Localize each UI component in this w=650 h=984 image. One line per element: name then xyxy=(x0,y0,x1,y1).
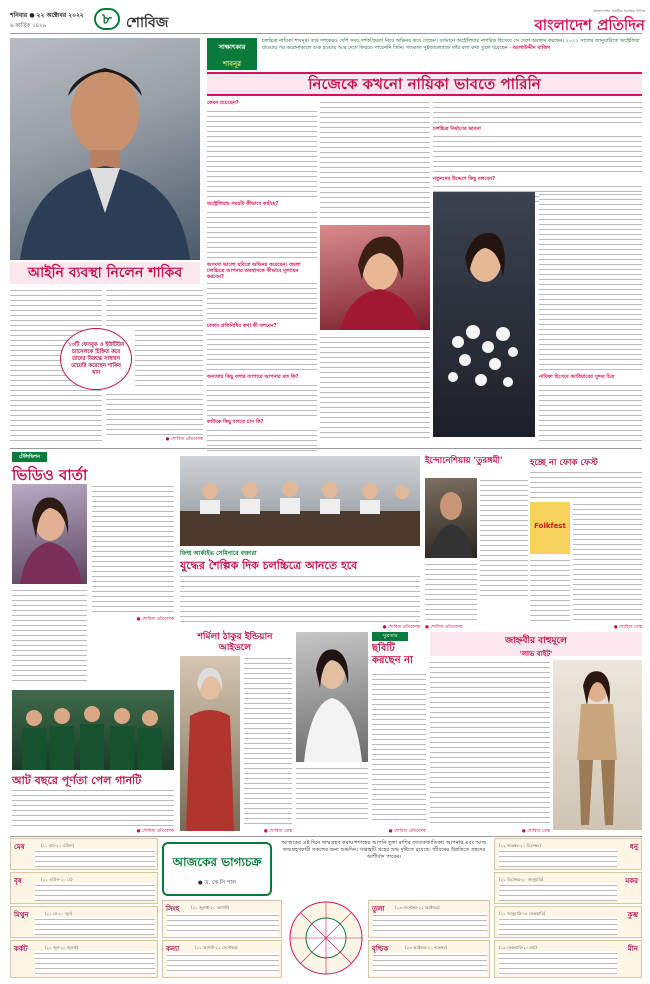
janhvi-headline-box xyxy=(430,632,642,656)
folk-byline: ● শোবিজ ডেস্ক xyxy=(613,625,642,630)
sign-date: (২২ নভেম্বর-২০ ডিসেম্বর) xyxy=(499,843,541,848)
horoscope-author: ● ড. কে সি পাল xyxy=(197,880,237,886)
body-text xyxy=(207,281,317,321)
body-text xyxy=(372,672,426,822)
quote-kicker: চলচ্চিত্র নির্মাণের ভাবনা xyxy=(433,126,481,132)
sign-name: ধনু xyxy=(629,843,638,851)
body-text xyxy=(207,109,317,199)
shabnur-photo-1 xyxy=(320,225,430,330)
masthead xyxy=(10,8,645,34)
sign-aries xyxy=(10,838,158,870)
folk-logo-text: Folkfest xyxy=(534,522,566,530)
seminar-kicker: ফিল্ম আর্কাইভ সেমিনারে বক্তারা xyxy=(180,550,257,557)
interview-intro xyxy=(262,38,642,70)
sign-pisces xyxy=(494,940,642,978)
sign-cancer xyxy=(10,940,158,978)
interview-kicker: সাক্ষাৎকার xyxy=(218,43,246,51)
sign-name: সিংহ xyxy=(166,905,180,913)
sign-sagittarius xyxy=(494,838,642,870)
shakib-byline: ● শোবিজ প্রতিবেদক xyxy=(165,437,203,442)
divider xyxy=(10,448,642,449)
sign-name: মিথুন xyxy=(14,911,29,919)
band-photo xyxy=(12,690,174,770)
body-text xyxy=(167,953,279,975)
subrata-headline: ছবিটি করছেন না xyxy=(372,643,413,666)
body-text xyxy=(12,588,87,684)
indonesia-byline: ● শোবিজ প্রতিবেদক xyxy=(425,625,463,630)
body-text xyxy=(244,656,292,826)
band-byline: ● শোবিজ প্রতিবেদক xyxy=(136,829,174,834)
section-name: শোবিজ xyxy=(126,15,169,31)
sign-libra xyxy=(368,900,490,938)
shakib-headline: আইনি ব্যবস্থা নিলেন শাকিব xyxy=(10,262,200,284)
sign-date: (২১ জুন-২০ জুলাই) xyxy=(45,945,79,950)
body-text xyxy=(539,192,642,372)
sign-date: (১৯ ফেব্রুয়ারি-২০ মার্চ) xyxy=(499,945,537,950)
body-text xyxy=(92,484,174,614)
body-text xyxy=(320,335,430,442)
janhvi-sub: 'লাভ বাইট' xyxy=(519,650,553,658)
sign-name: মীন xyxy=(627,945,638,953)
body-text xyxy=(499,883,617,901)
interview-byline: আলাউদ্দীন মাজিদ xyxy=(512,44,551,51)
sharmila-portrait xyxy=(180,656,240,831)
body-text xyxy=(106,392,203,436)
shakib-photo xyxy=(10,38,200,260)
sign-name: কর্কট xyxy=(14,945,28,953)
body-text xyxy=(167,913,279,935)
subrata-portrait xyxy=(296,632,368,762)
subrata-byline: ● শোবিজ প্রতিবেদক xyxy=(388,829,426,834)
horoscope-title-box xyxy=(162,842,272,896)
seminar-headline: যুদ্ধের শৈল্পিক দিক চলচ্চিত্রে আনতে হবে xyxy=(180,559,358,572)
flowers-portrait xyxy=(433,192,535,437)
body-text xyxy=(499,849,617,867)
seminar-photo xyxy=(180,456,420,546)
body-text xyxy=(35,883,155,901)
shabnur-photo-2 xyxy=(433,192,535,437)
interview-col-3b xyxy=(539,192,642,442)
interview-subhead-8: নায়িকা হিসেবে ক্যারিয়ারের সুন্দর চিত্র xyxy=(539,374,615,380)
indonesia-headline: ইন্দোনেশিয়ায় 'তুরঙ্গমী' xyxy=(425,456,503,466)
seminar-byline: ● শোবিজ প্রতিবেদক xyxy=(382,625,420,630)
body-text xyxy=(430,660,550,826)
interview-name: শাবনূর xyxy=(222,60,242,68)
janhvi-photo xyxy=(553,660,642,830)
sign-taurus xyxy=(10,872,158,904)
body-text xyxy=(207,210,317,260)
body-text xyxy=(35,951,155,975)
body-text xyxy=(480,478,528,598)
body-text xyxy=(539,383,642,441)
sign-date: (২১ ডিসেম্বর-২০ জানুয়ারি) xyxy=(499,877,544,882)
interview-subhead-6: কাউকে কিছু বলতে চান কি? xyxy=(207,419,264,425)
body-text xyxy=(35,917,155,935)
sign-name: মেষ xyxy=(14,843,25,851)
body-text xyxy=(135,328,203,388)
sign-aquarius xyxy=(494,906,642,938)
newspaper-logo: বাংলাদেশ প্রতিদিন xyxy=(534,16,645,34)
body-text xyxy=(207,383,317,417)
shakib-callout xyxy=(60,328,132,390)
shakib-body xyxy=(10,288,203,443)
interview-col-3 xyxy=(433,100,642,442)
folk-headline: হচ্ছে না ফোক ফেস্ট xyxy=(530,458,598,468)
subrata-kicker: সুব্রতার xyxy=(372,632,408,641)
sign-virgo xyxy=(162,940,282,978)
sign-date: (২৩ সেপ্টেম্বর-২২ অক্টোবর) xyxy=(395,905,440,910)
drama-photo xyxy=(12,484,87,584)
sign-name: তুলা xyxy=(372,905,385,913)
folk-logo xyxy=(530,502,570,554)
sharmila-headline: শর্মিলা ঠাকুর ইন্ডিয়ান আইডলে xyxy=(197,632,273,653)
shakib-callout-text: ১৩টি ফেসবুক ও ইউটিউব চ্যানেলকে চিহ্নিত করে তাদের বিরুদ্ধে সাধারণ ডায়েরি করেছেন শাকিব খান xyxy=(67,341,125,376)
interview-subhead-1: কেমন রয়েছেন? xyxy=(207,100,239,106)
horoscope-section xyxy=(10,838,642,980)
body-text xyxy=(106,288,203,326)
interview-subhead-4: ঢাকার প্রতিনিধির কথা কী বলবেন? xyxy=(207,323,277,329)
shakib-portrait xyxy=(10,38,200,260)
body-text xyxy=(12,788,174,828)
sign-gemini xyxy=(10,906,158,938)
drama-kicker: টেলিভিশন xyxy=(12,452,47,462)
interview-subhead-2: অস্ট্রেলিয়ায় সময়টা কীভাবে কাটছে? xyxy=(207,201,279,207)
sign-date: (২১ মার্চ-২০ এপ্রিল) xyxy=(41,843,75,848)
band-headline: আট বছরে পূর্ণতা পেল গানটি xyxy=(12,774,142,787)
sign-scorpio xyxy=(368,940,490,978)
interview-col-2 xyxy=(320,100,430,442)
director-portrait xyxy=(425,478,477,558)
horoscope-title: আজকের ভাগ্যচক্র xyxy=(172,855,262,869)
sign-name: মকর xyxy=(625,877,638,885)
indonesia-photo xyxy=(425,478,477,558)
sign-date: (২১ আগস্ট-২২ সেপ্টেম্বর) xyxy=(195,945,238,950)
interview-headline: নিজেকে কখনো নায়িকা ভাবতে পারিনি xyxy=(207,72,642,96)
interview-subhead-5: অন্যথায় কিছু বলার ব্যাপারে আপনার মত কি? xyxy=(207,374,299,380)
sign-date: (২৩ অক্টোবর-২১ নভেম্বর) xyxy=(405,945,448,950)
sign-date: (২১ জুলাই-২০ আগস্ট) xyxy=(191,905,230,910)
body-text xyxy=(296,766,368,822)
sign-leo xyxy=(162,900,282,938)
interview-intro-text: চলচ্চিত্র নায়িকা শাবনূর। তার দশকেরও বেশি সময় দর্শকপ্রিয়তা নিয়ে অভিনয় করে গেছেন। বর্তমানে অস্ট্রেলিয়ার নাগরিক হিসেবে সে দেশে অবস্থান করছেন। ২০২২ সালের জানুয়ারিতে অস্ট্রেলিয়া যাওয়ার পর করোনাকালে শুরু হওয়ায় আর দেশে ফিরতে পারেননি তিনি। গতকাল সুইজারল্যান্ডে তাঁর বলা কথা তুলে ধরেছেন - xyxy=(262,38,640,51)
band-members xyxy=(12,690,174,770)
body-text xyxy=(35,849,155,867)
drama-headline: ভিডিও বার্তা xyxy=(12,466,88,484)
sharmila-byline: ● শোবিজ ডেস্ক xyxy=(263,829,292,834)
interview-kicker-box xyxy=(207,38,257,70)
body-text xyxy=(373,913,487,935)
body-text xyxy=(425,562,477,622)
date-bangla: ৬ কার্তিক ১৪২৯ xyxy=(10,23,47,29)
shabnur-portrait xyxy=(320,225,430,330)
logo-tagline: বাংলাদেশের সর্বাধিক প্রচারিত দৈনিক xyxy=(593,9,645,13)
sign-name: বৃষ xyxy=(14,877,22,885)
date-line xyxy=(10,10,88,31)
interview-col-1 xyxy=(207,100,317,442)
sharmila-photo xyxy=(180,656,240,831)
body-text xyxy=(207,332,317,372)
subrata-photo xyxy=(296,632,368,762)
sign-date: (২১ জানুয়ারি-১৮ ফেব্রুয়ারি) xyxy=(499,911,546,916)
body-text xyxy=(499,917,617,935)
body-text xyxy=(573,502,642,622)
interview-subhead-3: অসংখ্য ভালো ছবিতে অভিনয় করেছেন। বাংলা চলচ্চিত্রে আপনার অবস্থানকে কীভাবে মূল্যায়ন করবেন? xyxy=(207,262,301,280)
body-text xyxy=(320,100,430,220)
body-text xyxy=(499,951,617,975)
body-text xyxy=(530,470,642,500)
drama-byline: ● শোবিজ প্রতিবেদক xyxy=(136,617,174,622)
actress-portrait xyxy=(12,484,87,584)
sign-date: (২১ এপ্রিল-২০ মে) xyxy=(41,877,73,882)
body-text xyxy=(433,134,642,174)
body-text xyxy=(180,574,420,622)
body-text xyxy=(433,100,642,124)
interview-subhead-7: নতুনদের উদ্দেশে কিছু বলবেন? xyxy=(433,176,496,182)
sign-name: কুম্ভ xyxy=(627,911,638,919)
horoscope-intro: আজকের এই দিনে জন্মগ্রহণ করায় শশাঙ্কের আপনি তুলা রাশির জাতকজাতিকা। আপনার এবং আজ জন্মগ্রহণকারী সকলের জন্য শুভদিন। সপ্তাহটি গ্রহের শুভ দৃষ্টিতে রয়েছে। জীবনের উন্নতিতে গ্রহদের আশীর্বাদ পাবেন। xyxy=(281,840,487,860)
sign-date: (২১ মে-২০ জুন) xyxy=(45,911,73,916)
sign-name: কন্যা xyxy=(166,945,180,953)
janhvi-byline: ● শোবিজ ডেস্ক xyxy=(521,829,550,834)
seminar-people xyxy=(180,456,420,546)
date-gregorian: শনিবার ● ২২ অক্টোবর ২০২২ xyxy=(10,12,84,19)
page-number: ৮ xyxy=(94,8,120,30)
body-text xyxy=(373,953,487,975)
body-text xyxy=(530,558,570,622)
janhvi-headline: জাহ্নবীর বাহুমূলে xyxy=(505,636,567,646)
janhvi-portrait xyxy=(553,660,642,830)
sign-capricorn xyxy=(494,872,642,904)
divider xyxy=(10,836,642,837)
sign-name: বৃশ্চিক xyxy=(372,945,389,953)
